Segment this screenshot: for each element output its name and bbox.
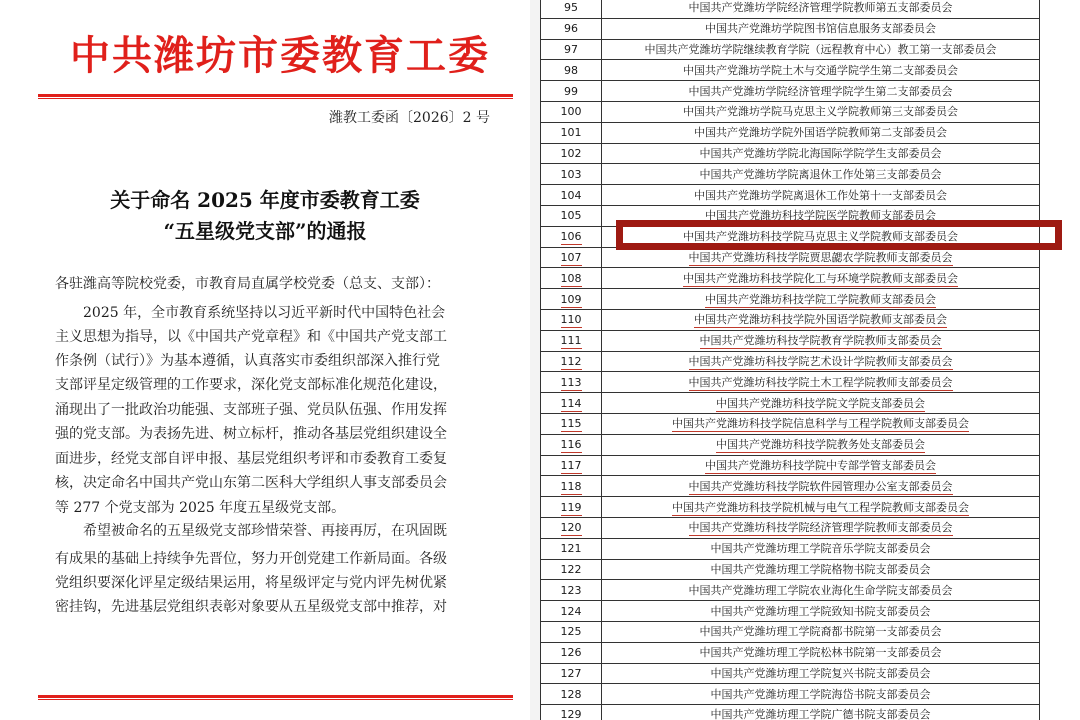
table-row xyxy=(541,330,1040,351)
body-line: 主义思想为指导，以《中国共产党章程》和《中国共产党支部工 xyxy=(55,329,447,345)
row-branch-name-text: 中国共产党潍坊学院继续教育学院（远程教育中心）教工第一支部委员会 xyxy=(644,42,997,56)
row-branch-name-text: 中国共产党潍坊科技学院文学院支部委员会 xyxy=(716,396,925,410)
row-number xyxy=(541,39,602,60)
table-row xyxy=(541,580,1040,601)
row-branch-name-text: 中国共产党潍坊理工学院广德书院支部委员会 xyxy=(710,708,931,720)
row-number xyxy=(541,205,602,226)
table-row xyxy=(541,101,1040,122)
row-number-text: 114 xyxy=(560,396,582,410)
row-branch-name-text: 中国共产党潍坊学院马克思主义学院教师第三支部委员会 xyxy=(683,105,958,119)
row-number xyxy=(541,517,602,538)
row-number-text: 113 xyxy=(560,375,582,389)
row-branch-name-text: 中国共产党潍坊理工学院格物书院支部委员会 xyxy=(710,562,931,576)
row-number xyxy=(541,705,602,720)
row-branch-name-text: 中国共产党潍坊科技学院经济管理学院教师支部委员会 xyxy=(688,521,953,535)
row-number xyxy=(541,247,602,268)
row-branch-name-text: 中国共产党潍坊科技学院医学院教师支部委员会 xyxy=(705,209,936,223)
row-branch-name xyxy=(602,81,1040,102)
table-row xyxy=(541,517,1040,538)
row-number xyxy=(541,684,602,705)
row-number-text: 119 xyxy=(560,500,582,514)
table-row xyxy=(541,81,1040,102)
highlight-box xyxy=(616,220,1062,250)
body-line: 密挂钩，先进基层党组织表彰对象要从五星级党支部中推荐，对 xyxy=(55,599,447,615)
doc-title-line1: 关于命名 2025 年度市委教育工委 xyxy=(110,188,420,212)
table-row xyxy=(541,247,1040,268)
row-branch-name xyxy=(602,351,1040,372)
table-row xyxy=(541,185,1040,206)
table-row xyxy=(541,143,1040,164)
row-branch-name xyxy=(602,476,1040,497)
row-number xyxy=(541,101,602,122)
row-number xyxy=(541,559,602,580)
table-row xyxy=(541,455,1040,476)
row-branch-name xyxy=(602,143,1040,164)
row-number-text: 121 xyxy=(560,542,582,556)
row-number xyxy=(541,309,602,330)
doc-number: 潍教工委函〔2026〕2 号 xyxy=(329,110,490,126)
table-row xyxy=(541,393,1040,414)
row-branch-name-text: 中国共产党潍坊理工学院复兴书院支部委员会 xyxy=(710,666,931,680)
row-branch-name xyxy=(602,18,1040,39)
footer-red-rule xyxy=(38,695,513,698)
row-branch-name xyxy=(602,393,1040,414)
row-branch-name-text: 中国共产党潍坊科技学院中专部学管支部委员会 xyxy=(705,458,936,472)
row-branch-name xyxy=(602,185,1040,206)
row-number-text: 116 xyxy=(560,438,582,452)
row-number xyxy=(541,642,602,663)
row-number-text: 108 xyxy=(560,271,582,285)
row-number xyxy=(541,143,602,164)
row-branch-name xyxy=(602,372,1040,393)
row-number xyxy=(541,164,602,185)
body-line: 有成果的基础上持续争先晋位，努力开创党建工作新局面。各级 xyxy=(55,551,447,567)
row-number-text: 102 xyxy=(560,146,582,160)
row-branch-name-text: 中国共产党潍坊科技学院外国语学院教师支部委员会 xyxy=(694,313,947,327)
row-branch-name-text: 中国共产党潍坊学院经济管理学院学生第二支部委员会 xyxy=(688,84,953,98)
row-branch-name xyxy=(602,0,1040,18)
row-branch-name xyxy=(602,434,1040,455)
row-branch-name-text: 中国共产党潍坊学院北海国际学院学生支部委员会 xyxy=(699,146,942,160)
row-branch-name xyxy=(602,101,1040,122)
row-number-text: 129 xyxy=(560,708,582,720)
row-branch-name xyxy=(602,580,1040,601)
table-row xyxy=(541,39,1040,60)
row-branch-name xyxy=(602,559,1040,580)
body-line: 等 277 个党支部为 2025 年度五星级党支部。 xyxy=(55,500,346,516)
table-row xyxy=(541,434,1040,455)
row-number-text: 123 xyxy=(560,583,582,597)
table-row xyxy=(541,60,1040,81)
row-branch-name xyxy=(602,538,1040,559)
row-number-text: 118 xyxy=(560,479,582,493)
row-branch-name-text: 中国共产党潍坊学院离退休工作处第十一支部委员会 xyxy=(694,188,947,202)
table-row xyxy=(541,663,1040,684)
row-branch-name-text: 中国共产党潍坊理工学院松林书院第一支部委员会 xyxy=(699,646,942,660)
row-number-text: 96 xyxy=(564,22,578,36)
table-row xyxy=(541,538,1040,559)
row-number-text: 122 xyxy=(560,562,582,576)
row-number-text: 107 xyxy=(560,250,582,264)
table-row xyxy=(541,621,1040,642)
row-branch-name xyxy=(602,601,1040,622)
row-number-text: 95 xyxy=(564,1,578,15)
row-branch-name-text: 中国共产党潍坊理工学院裔都书院第一支部委员会 xyxy=(699,625,942,639)
table-row xyxy=(541,497,1040,518)
row-branch-name xyxy=(602,684,1040,705)
row-branch-name xyxy=(602,642,1040,663)
row-branch-name xyxy=(602,39,1040,60)
row-branch-name-text: 中国共产党潍坊理工学院音乐学院支部委员会 xyxy=(710,542,931,556)
table-row xyxy=(541,601,1040,622)
table-row xyxy=(541,372,1040,393)
table-row xyxy=(541,309,1040,330)
row-branch-name-text: 中国共产党潍坊理工学院农业海化生命学院支部委员会 xyxy=(688,583,953,597)
row-branch-name xyxy=(602,705,1040,720)
row-number xyxy=(541,497,602,518)
row-branch-name xyxy=(602,164,1040,185)
row-number xyxy=(541,0,602,18)
table-row xyxy=(541,122,1040,143)
body-line: 面进步，经党支部自评申报、基层党组织考评和市委教育工委复 xyxy=(55,451,447,467)
body-line: 2025 年，全市教育系统坚持以习近平新时代中国特色社会 xyxy=(55,305,446,321)
row-branch-name xyxy=(602,455,1040,476)
row-number xyxy=(541,621,602,642)
row-number xyxy=(541,455,602,476)
body-line: 支部评星定级管理的工作要求，深化党支部标准化规范化建设， xyxy=(55,377,447,393)
row-number-text: 120 xyxy=(560,521,582,535)
footer-red-rule-thin xyxy=(38,699,513,700)
row-number xyxy=(541,60,602,81)
row-number-text: 124 xyxy=(560,604,582,618)
row-number-text: 105 xyxy=(560,209,582,223)
row-number xyxy=(541,434,602,455)
row-branch-name-text: 中国共产党潍坊学院图书馆信息服务支部委员会 xyxy=(705,22,936,36)
row-branch-name-text: 中国共产党潍坊科技学院教育学院教师支部委员会 xyxy=(699,334,942,348)
body-line: 各驻潍高等院校党委，市教育局直属学校党委（总支、支部）： xyxy=(55,276,440,292)
row-branch-name xyxy=(602,268,1040,289)
row-branch-name-text: 中国共产党潍坊科技学院工学院教师支部委员会 xyxy=(705,292,936,306)
row-number-text: 126 xyxy=(560,646,582,660)
row-number-text: 100 xyxy=(560,105,582,119)
row-branch-name xyxy=(602,60,1040,81)
table-row xyxy=(541,642,1040,663)
table-row xyxy=(541,351,1040,372)
document-right-page xyxy=(540,0,1080,720)
row-number xyxy=(541,663,602,684)
row-number-text: 99 xyxy=(564,84,578,98)
row-number xyxy=(541,185,602,206)
branch-list-table xyxy=(540,0,1040,720)
doc-title-line2: “五星级党支部”的通报 xyxy=(163,219,367,243)
table-row xyxy=(541,476,1040,497)
table-row xyxy=(541,18,1040,39)
document-left-page xyxy=(0,0,530,720)
row-number-text: 115 xyxy=(560,417,582,431)
body-line: 强的党支部。为表扬先进、树立标杆，推动各基层党组织建设全 xyxy=(55,426,447,442)
table-row xyxy=(541,559,1040,580)
row-number xyxy=(541,393,602,414)
page-gap xyxy=(530,0,540,720)
row-branch-name-text: 中国共产党潍坊科技学院软件园管理办公室支部委员会 xyxy=(688,479,953,493)
row-number xyxy=(541,122,602,143)
body-line: 作条例（试行）》为基本遵循，认真落实市委组织部深入推行党 xyxy=(55,353,440,369)
table-row xyxy=(541,289,1040,310)
row-number-text: 98 xyxy=(564,63,578,77)
row-number-text: 104 xyxy=(560,188,582,202)
row-number xyxy=(541,476,602,497)
row-number xyxy=(541,226,602,247)
row-number-text: 112 xyxy=(560,354,582,368)
row-branch-name xyxy=(602,517,1040,538)
header-red-rule xyxy=(38,94,513,97)
row-number-text: 127 xyxy=(560,666,582,680)
row-branch-name-text: 中国共产党潍坊科技学院艺术设计学院教师支部委员会 xyxy=(688,354,953,368)
row-branch-name-text: 中国共产党潍坊学院离退休工作处第三支部委员会 xyxy=(699,167,942,181)
body-line: 涌现出了一批政治功能强、支部班子强、党员队伍强、作用发挥 xyxy=(55,402,447,418)
table-row xyxy=(541,0,1040,18)
row-branch-name-text: 中国共产党潍坊科技学院机械与电气工程学院教师支部委员会 xyxy=(672,500,969,514)
row-branch-name xyxy=(602,330,1040,351)
table-row xyxy=(541,268,1040,289)
body-line: 党组织要深化评星定级结果运用，将星级评定与党内评先树优紧 xyxy=(55,575,447,591)
table-row xyxy=(541,684,1040,705)
table-row xyxy=(541,705,1040,720)
row-number xyxy=(541,538,602,559)
row-branch-name-text: 中国共产党潍坊学院经济管理学院教师第五支部委员会 xyxy=(688,1,953,15)
row-number xyxy=(541,601,602,622)
body-line: 核，决定命名中国共产党山东第二医科大学组织人事支部委员会 xyxy=(55,475,447,491)
row-branch-name-text: 中国共产党潍坊科技学院化工与环境学院教师支部委员会 xyxy=(683,271,958,285)
row-branch-name-text: 中国共产党潍坊学院土木与交通学院学生第二支部委员会 xyxy=(683,63,958,77)
org-title: 中共潍坊市委教育工委 xyxy=(70,32,490,79)
row-number xyxy=(541,18,602,39)
row-number-text: 125 xyxy=(560,625,582,639)
table-row xyxy=(541,413,1040,434)
row-number-text: 110 xyxy=(560,313,582,327)
row-branch-name-text: 中国共产党潍坊理工学院致知书院支部委员会 xyxy=(710,604,931,618)
row-branch-name xyxy=(602,497,1040,518)
row-branch-name xyxy=(602,122,1040,143)
row-branch-name-text: 中国共产党潍坊学院外国语学院教师第二支部委员会 xyxy=(694,126,947,140)
row-branch-name xyxy=(602,309,1040,330)
row-branch-name-text: 中国共产党潍坊科技学院土木工程学院教师支部委员会 xyxy=(688,375,953,389)
row-branch-name-text: 中国共产党潍坊科技学院信息科学与工程学院教师支部委员会 xyxy=(672,417,969,431)
row-branch-name-text: 中国共产党潍坊科技学院贾思勰农学院教师支部委员会 xyxy=(688,250,953,264)
row-number xyxy=(541,372,602,393)
row-number xyxy=(541,580,602,601)
row-number xyxy=(541,413,602,434)
row-branch-name xyxy=(602,247,1040,268)
row-number-text: 97 xyxy=(564,42,578,56)
row-branch-name-text: 中国共产党潍坊理工学院海岱书院支部委员会 xyxy=(710,687,931,701)
row-branch-name-text: 中国共产党潍坊科技学院教务处支部委员会 xyxy=(716,438,925,452)
row-branch-name xyxy=(602,621,1040,642)
row-number xyxy=(541,330,602,351)
row-number xyxy=(541,351,602,372)
row-number-text: 106 xyxy=(560,230,582,244)
row-number-text: 103 xyxy=(560,167,582,181)
row-number xyxy=(541,289,602,310)
header-red-rule-thin xyxy=(38,98,513,99)
row-number-text: 101 xyxy=(560,126,582,140)
table-row xyxy=(541,164,1040,185)
row-number-text: 111 xyxy=(560,334,582,348)
row-number-text: 109 xyxy=(560,292,582,306)
row-branch-name xyxy=(602,663,1040,684)
body-line: 希望被命名的五星级党支部珍惜荣誉、再接再厉，在巩固既 xyxy=(55,523,447,539)
row-number-text: 128 xyxy=(560,687,582,701)
row-number xyxy=(541,268,602,289)
row-branch-name-text: 中国共产党潍坊科技学院马克思主义学院教师支部委员会 xyxy=(683,230,958,244)
row-branch-name xyxy=(602,413,1040,434)
row-number xyxy=(541,81,602,102)
row-number-text: 117 xyxy=(560,458,582,472)
row-branch-name xyxy=(602,289,1040,310)
